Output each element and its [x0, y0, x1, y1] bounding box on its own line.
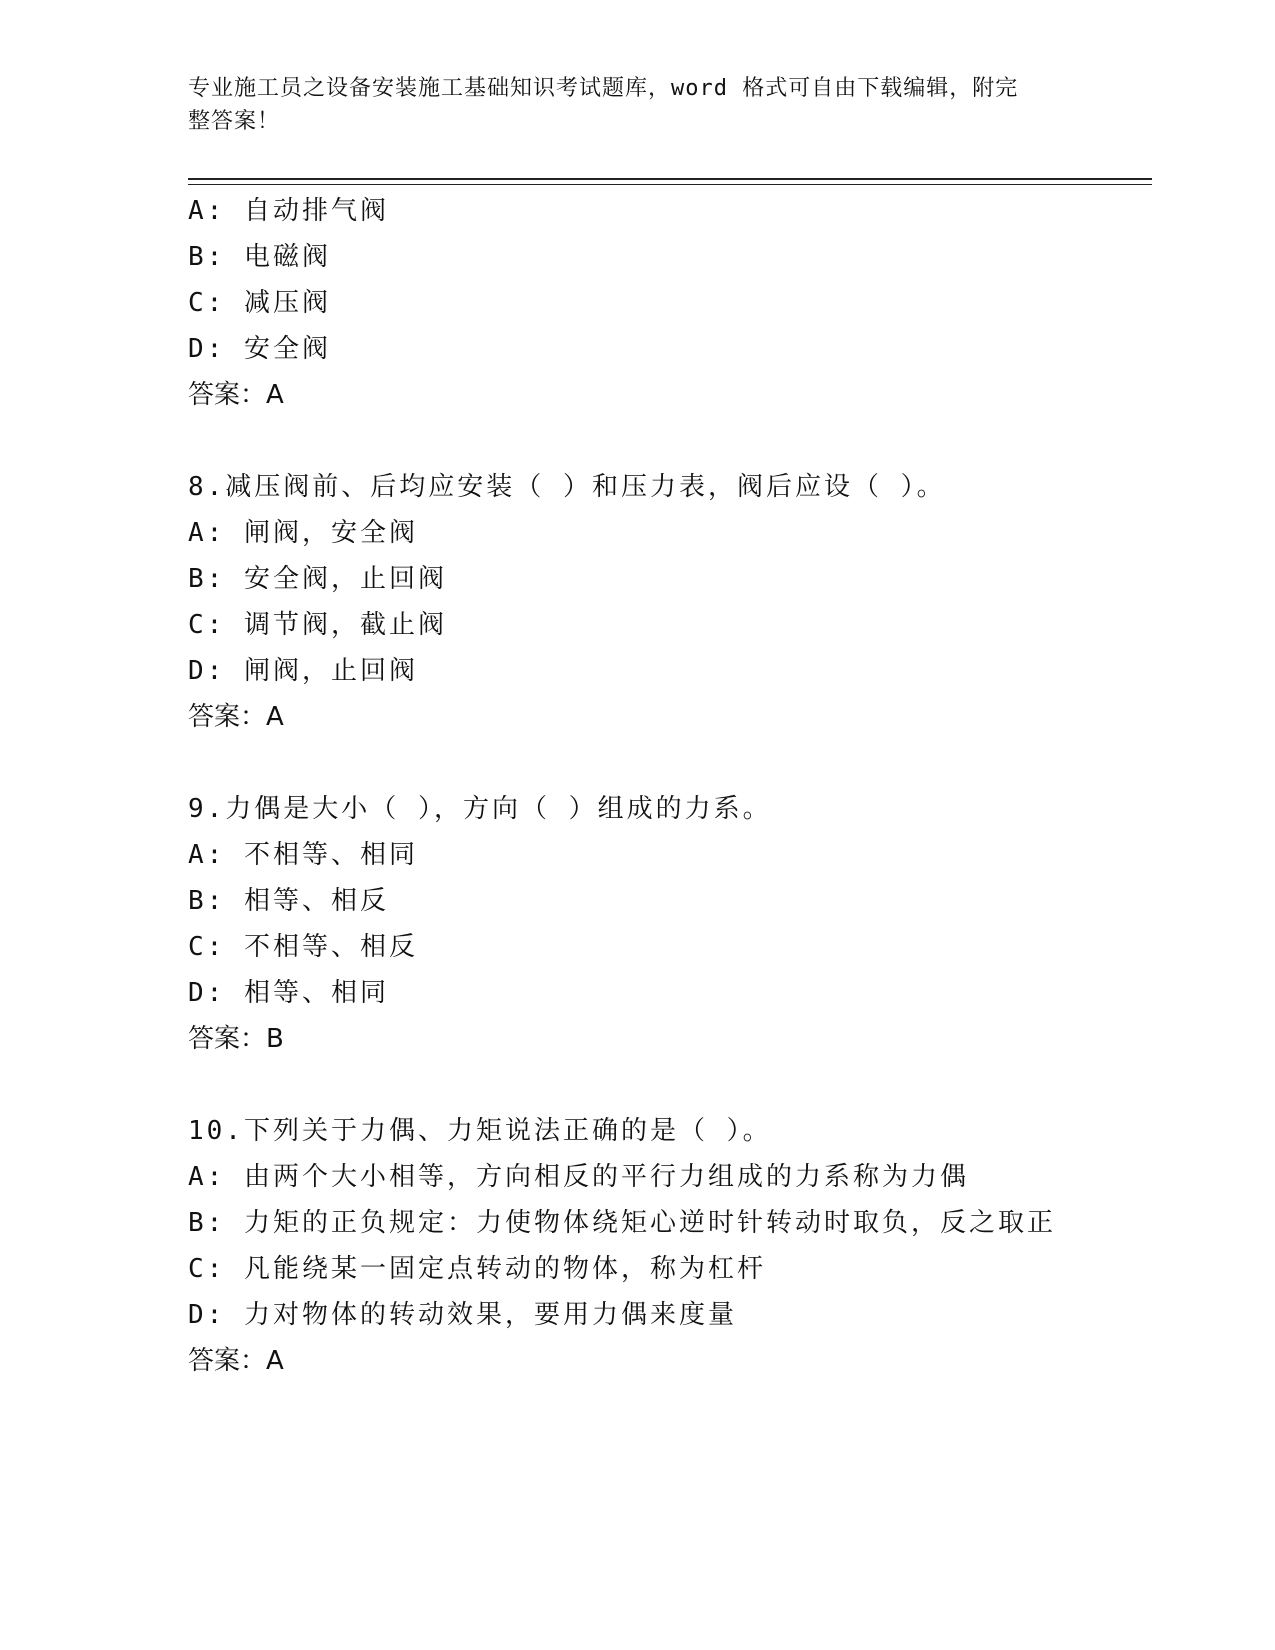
header-divider-thick — [188, 178, 1152, 180]
option-a: A: 不相等、相同 — [188, 840, 418, 870]
question-block-8 — [188, 464, 1152, 740]
answer-label: 答案：A — [188, 380, 284, 410]
question-block-7 — [188, 188, 1152, 418]
question-block-10 — [188, 1108, 1152, 1384]
option-c: C: 调节阀，截止阀 — [188, 610, 447, 640]
option-b: B: 电磁阀 — [188, 242, 331, 272]
option-d: D: 闸阀，止回阀 — [188, 656, 418, 686]
option-a: A: 自动排气阀 — [188, 196, 389, 226]
answer-label: 答案：A — [188, 702, 284, 732]
option-d: D: 安全阀 — [188, 334, 331, 364]
option-b: B: 安全阀，止回阀 — [188, 564, 447, 594]
question-text: 8.减压阀前、后均应安装（ ）和压力表，阀后应设（ ）。 — [188, 472, 946, 502]
option-c: C: 凡能绕某一固定点转动的物体，称为杠杆 — [188, 1254, 766, 1284]
option-b: B: 力矩的正负规定：力使物体绕矩心逆时针转动时取负，反之取正 — [188, 1208, 1056, 1238]
option-a: A: 闸阀，安全阀 — [188, 518, 418, 548]
header-line-2: 整答案！ — [188, 109, 281, 134]
question-block-9 — [188, 786, 1152, 1062]
answer-label: 答案：B — [188, 1024, 284, 1054]
answer-label: 答案：A — [188, 1346, 284, 1376]
question-text: 9.力偶是大小（ ），方向（ ）组成的力系。 — [188, 794, 772, 824]
document-header — [188, 72, 1068, 138]
option-d: D: 力对物体的转动效果，要用力偶来度量 — [188, 1300, 737, 1330]
option-d: D: 相等、相同 — [188, 978, 389, 1008]
option-a: A: 由两个大小相等，方向相反的平行力组成的力系称为力偶 — [188, 1162, 969, 1192]
header-line-1: 专业施工员之设备安装施工基础知识考试题库，word 格式可自由下载编辑，附完 — [188, 76, 1019, 101]
option-b: B: 相等、相反 — [188, 886, 389, 916]
option-c: C: 不相等、相反 — [188, 932, 418, 962]
question-text: 10.下列关于力偶、力矩说法正确的是（ ）。 — [188, 1116, 772, 1146]
header-divider-thin — [188, 184, 1152, 185]
option-c: C: 减压阀 — [188, 288, 331, 318]
question-list — [188, 188, 1152, 1384]
